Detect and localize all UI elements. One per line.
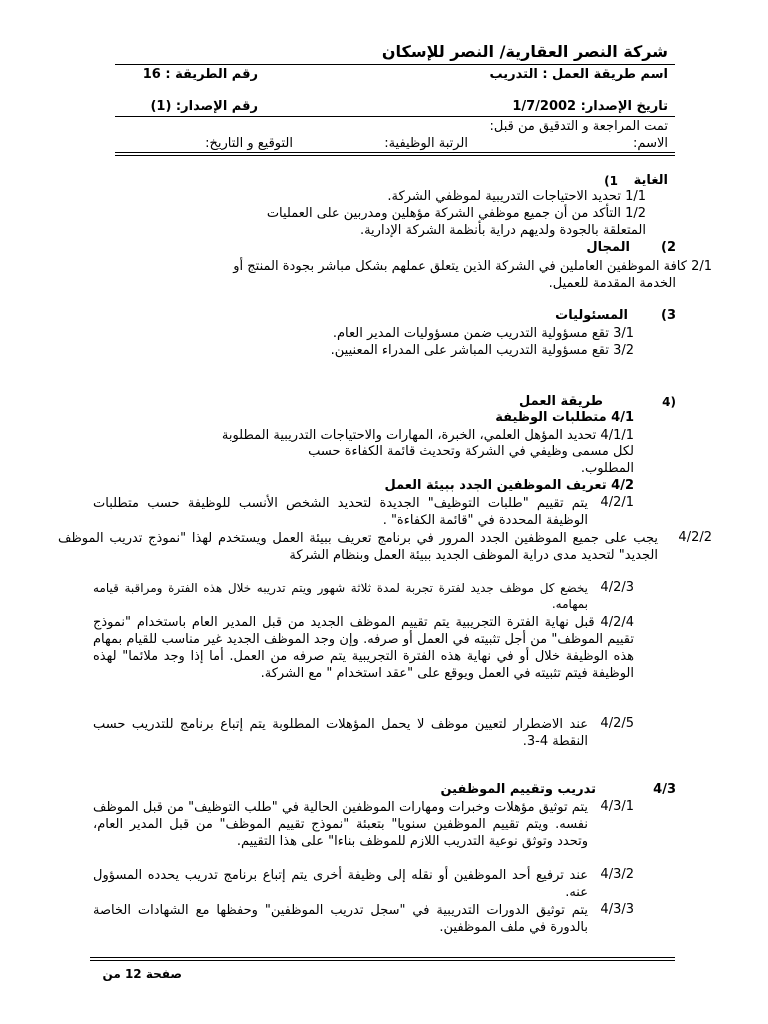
section-3-line-2: 3/2 تقع مسؤولية التدريب المباشر على المدراء المعنيين. [330,343,634,358]
item-4-3-3-text: يتم توثيق الدورات التدريبية في "سجل تدريب الموظفين" وحفظها مع الشهادات الخاصة بالدورة في ملف الموظفين. [93,903,588,935]
section-3-title: المسئوليات [555,308,628,323]
item-4-1-1-line-1: 4/1/1 تحديد المؤهل العلمي، الخبرة، المهارات والاحتياجات التدريبية المطلوبة [221,428,634,443]
section-3-number: 3) [661,308,676,323]
section-4-title: طريقة العمل [519,394,603,409]
item-4-1-1-line-3: المطلوب. [580,461,634,476]
item-4-2-5-text: عند الاضطرار لتعيين موظف لا يحمل المؤهلات المطلوبة يتم إتباع برنامج للتدريب حسب النقطة 4-3. [93,717,588,749]
header-rule-top [115,64,675,65]
reviewed-by: تمت المراجعة و التدقيق من قبل: [489,119,668,134]
item-4-2-1-number: 4/2/1 [600,495,634,510]
item-4-3-2-number: 4/3/2 [600,867,634,882]
subsection-4-1-title: 4/1 متطلبات الوظيفة [495,410,634,425]
section-2-number: 2) [661,240,676,255]
section-1-line-3: المتعلقة بالجودة ولديهم دراية بأنظمة الشركة الإدارية. [359,223,646,238]
name-label: الاسم: [633,136,668,151]
section-3-line-1: 3/1 تقع مسؤولية التدريب ضمن مسؤوليات المدير العام. [332,326,634,341]
issue-date: تاريخ الإصدار: 1/7/2002 [512,99,668,114]
section-4-number: (4 [662,395,676,409]
section-2-title: المجال [586,240,630,255]
subsection-4-3-title: تدريب وتقييم الموظفين [440,782,596,797]
item-4-2-3-text: يخضع كل موظف جديد لفترة تجربة لمدة ثلاثة شهور ويتم تدريبه خلال هذه الفترة ومراقبة قيامه بمهامه. [93,581,588,611]
section-1-number: 1) [604,174,618,188]
footer-rule-1 [90,957,675,958]
section-1-line-1: 1/1 تحديد الاحتياجات التدريبية لموظفي الشركة. [387,189,646,204]
item-4-2-5-number: 4/2/5 [600,716,634,731]
subsection-4-2-title: 4/2 تعريف الموظفين الجدد ببيئة العمل [384,478,634,493]
item-4-2-1-text: يتم تقييم "طلبات التوظيف" الجديدة لتحديد الشخص الأنسب للوظيفة حسب متطلبات الوظيفة المحددة في "قائمة الكفاءة" . [93,496,588,528]
issue-number: رقم الإصدار: (1) [150,99,258,114]
item-4-2-2-number: 4/2/2 [678,530,712,545]
procedure-name: اسم طريقة العمل : التدريب [489,67,668,82]
item-4-1-1-line-2: لكل مسمى وظيفي في الشركة وتحديث قائمة الكفاءة حسب [308,444,634,459]
item-4-2-2-text: يجب على جميع الموظفين الجدد المرور في برنامج تعريف ببيئة العمل ويستخدم لهذا "نموذج تدريب الموظف الجديد" لتحديد مدى دراية الموظف الجديد ببيئة العمل وبنظام الشركة [58,531,658,563]
header-rule-bottom-1 [115,152,675,153]
header-rule-mid [115,116,675,117]
item-4-2-4-text: 4/2/4 قبل نهاية الفترة التجريبية يتم تقييم الموظف الجديد من قبل المدير العام باستخدام "نموذج تقييم الموظف" من أجل تثبيته في العمل أو صرفه. وإن وجد الموظف الجديد غير مناسب للقيام بمهام هذه الوظيفة خلال أو في نهاية هذه الفترة التجريبية يتم صرفه من العمل. أما إذا وجد ملائما" لهذه الوظيفة فيتم تثبيته في العمل ويوقع على "عقد استخدام " مع الشركة. [93,615,634,681]
section-2-line-2: الخدمة المقدمة للعميل. [548,276,676,291]
item-4-2-3-number: 4/2/3 [600,580,634,595]
section-1-title: الغاية [633,173,668,188]
company-name: شركة النصر العقارية/ النصر للإسكان [381,42,668,61]
section-1-line-2: 1/2 التأكد من أن جميع موظفي الشركة مؤهلين ومدربين على العمليات [266,206,646,221]
item-4-3-1-text: يتم توثيق مؤهلات وخبرات ومهارات الموظفين الحالية في "طلب التوظيف" من قبل الموظف نفسه. ويتم تقييم الموظفين سنويا" بتعبئة "نموذج تقييم الموظف" من قبل المدير العام، وتحدد وتوثق نوعية التدريب اللازم للموظف بناءا" على هذا التقييم. [93,800,588,849]
item-4-3-2-text: عند ترفيع أحد الموظفين أو نقله إلى وظيفة أخرى يتم إتباع برنامج تدريب يحدده المسؤول عنه. [93,868,588,900]
footer-page-info: صفحة 12 من [102,967,182,981]
subsection-4-3-number: 4/3 [653,782,676,797]
section-2-line-1: 2/1 كافة الموظفين العاملين في الشركة الذين يتعلق عملهم بشكل مباشر بجودة المنتج أو [233,259,712,274]
item-4-3-1-number: 4/3/1 [600,799,634,814]
signature-label: التوقيع و التاريخ: [205,136,293,151]
procedure-number: رقم الطريقة : 16 [142,67,258,82]
header-rule-bottom-2 [115,155,675,156]
footer-rule-2 [90,960,675,961]
item-4-3-3-number: 4/3/3 [600,902,634,917]
rank-label: الرتبة الوظيفية: [384,136,468,151]
